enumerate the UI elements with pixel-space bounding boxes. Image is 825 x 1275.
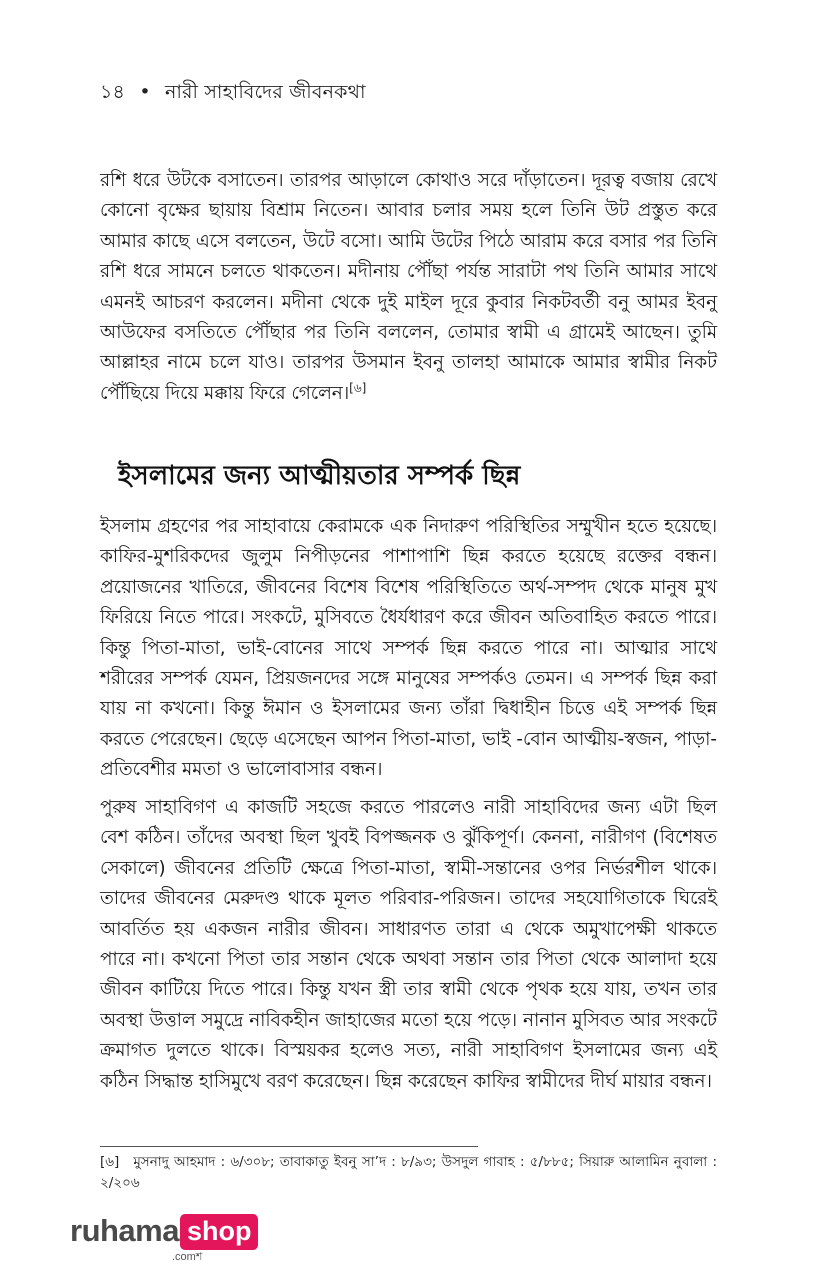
paragraph-1-text: রশি ধরে উটকে বসাতেন। তারপর আড়ালে কোথাও সরে দাঁড়াতেন। দূরত্ব বজায় রেখে কোনো বৃক্ষের ছায়ায় বিশ্রাম নিতেন। আবার চলার সময় হলে তিনি উট প্রস্তুত করে আমার কাছে এসে বলতেন, উটে বসো। আমি উটের পিঠে আরাম করে বসার পর তিনি রশি ধরে সামনে চলতে থাকতেন। মদীনায় পৌঁছা পর্যন্ত সারাটা পথ তিনি আমার সাথে এমনই আচরণ করলেন। মদীনা থেকে দুই মাইল দূরে কুবার নিকটবর্তী বনু আমর ইবনু আউফের বসতিতে পৌঁছার পর তিনি বললেন, তোমার স্বামী এ গ্রামেই আছেন। তুমি আল্লাহর নামে চলে যাও। তারপর উসমান ইবনু তালহা আমাকে আমার স্বামীর নিকট পৌঁছিয়ে দিয়ে মক্কায় ফিরে গেলেন। — [100, 170, 717, 404]
ruhamashop-logo — [70, 1212, 258, 1263]
footnote-number: [৬] — [100, 1154, 120, 1170]
logo-badge: shop — [180, 1214, 259, 1250]
footnote — [100, 1152, 717, 1194]
section-heading: ইসলামের জন্য আত্মীয়তার সম্পর্ক ছিন্ন — [118, 461, 521, 491]
page-number: ১৪ — [100, 81, 126, 103]
running-header — [100, 78, 366, 110]
logo-domain: .comশ — [172, 1251, 203, 1263]
footnote-text: মুসনাদু আহমাদ : ৬/৩০৮; তাবাকাতু ইবনু সা’দ : ৮/৯৩; উসদুল গাবাহ : ৫/৮৮৫; সিয়ারু আলামিন নুবালা : ২/২০৬ — [100, 1154, 717, 1191]
logo-word: ruhama — [70, 1213, 179, 1248]
paragraph-continued — [100, 166, 717, 409]
book-title: নারী সাহাবিদের জীবনকথা — [164, 81, 366, 103]
paragraph-2: ইসলাম গ্রহণের পর সাহাবায়ে কেরামকে এক নিদারুণ পরিস্থিতির সম্মুখীন হতে হয়েছে। কাফির-মুশরিকদের জুলুম নিপীড়নের পাশাপাশি ছিন্ন করতে হয়েছে রক্তের বন্ধন। প্রয়োজনের খাতিরে, জীবনের বিশেষ বিশেষ পরিস্থিতিতে অর্থ-সম্পদ থেকে মানুষ মুখ ফিরিয়ে নিতে পারে। সংকটে, মুসিবতে ধৈর্যধারণ করে জীবন অতিবাহিত করতে পারে। কিন্তু পিতা-মাতা, ভাই-বোনের সাথে সম্পর্ক ছিন্ন করতে পারে না। আত্মার সাথে শরীরের সম্পর্ক যেমন, প্রিয়জনদের সঙ্গে মানুষের সম্পর্কও তেমন। এ সম্পর্ক ছিন্ন করা যায় না কখনো। কিন্তু ঈমান ও ইসলামের জন্য তাঁরা দ্বিধাহীন চিত্তে এই সম্পর্ক ছিন্ন করতে পেরেছেন। ছেড়ে এসেছেন আপন পিতা-মাতা, ভাই -বোন আত্মীয়-স্বজন, পাড়া-প্রতিবেশীর মমতা ও ভালোবাসার বন্ধন। — [100, 516, 717, 781]
header-bullet: • — [139, 81, 151, 103]
footnote-reference: [৬] — [349, 380, 367, 395]
footnote-divider — [100, 1146, 478, 1147]
paragraph-3: পুরুষ সাহাবিগণ এ কাজটি সহজে করতে পারলেও নারী সাহাবিদের জন্য এটা ছিল বেশ কঠিন। তাঁদের অবস্থা ছিল খুবই বিপজ্জনক ও ঝুঁকিপূর্ণ। কেননা, নারীগণ (বিশেষত সেকালে) জীবনের প্রতিটি ক্ষেত্রে পিতা-মাতা, স্বামী-সন্তানের ওপর নির্ভরশীল থাকে। তাদের জীবনের মেরুদণ্ড থাকে মূলত পরিবার-পরিজন। তাদের সহযোগিতাকে ঘিরেই আবর্তিত হয় একজন নারীর জীবন। সাধারণত তারা এ থেকে অমুখাপেক্ষী থাকতে পারে না। কখনো পিতা তার সন্তান থেকে অথবা সন্তান তার পিতা থেকে আলাদা হয়ে জীবন কাটিয়ে দিতে পারে। কিন্তু যখন স্ত্রী তার স্বামী থেকে পৃথক হয়ে যায়, তখন তার অবস্থা উত্তাল সমুদ্রে নাবিকহীন জাহাজের মতো হয়ে পড়ে। নানান মুসিবত আর সংকটে ক্রমাগত দুলতে থাকে। বিস্ময়কর হলেও সত্য, নারী সাহাবিগণ ইসলামের জন্য এই কঠিন সিদ্ধান্ত হাসিমুখে বরণ করেছেন। ছিন্ন করেছেন কাফির স্বামীদের দীর্ঘ মায়ার বন্ধন। — [100, 797, 717, 1092]
